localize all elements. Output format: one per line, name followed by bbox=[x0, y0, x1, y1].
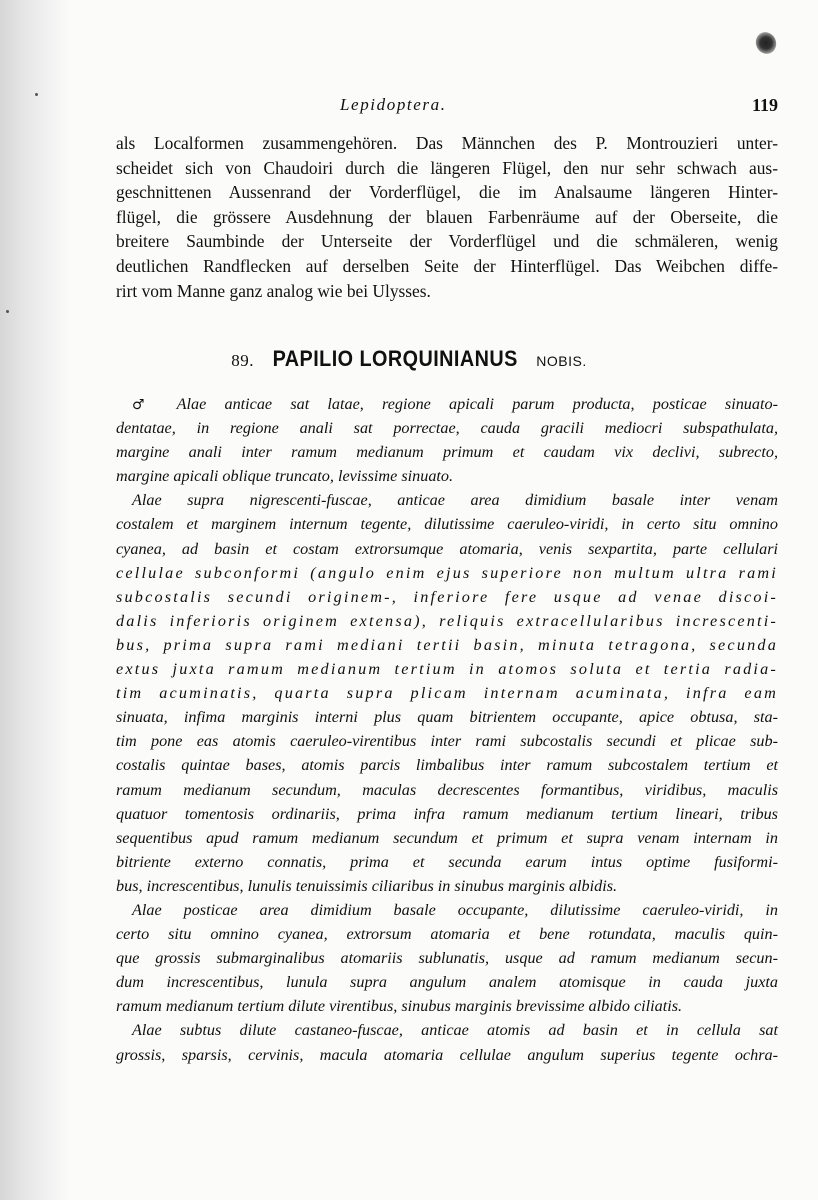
text-line: costalem et marginem internum tegente, dilutissime caeruleo-viridi, in certo situ omnino bbox=[116, 515, 778, 534]
text-line: certo situ omnino cyanea, extrorsum atomaria et bene rotundata, maculis quin- bbox=[116, 925, 778, 944]
text-line: als Localformen zusammengehören. Das Männchen des P. Montrouzieri unter- bbox=[116, 133, 778, 153]
text-line: tim acuminatis, quarta supra plicam internam acuminata, infra eam bbox=[116, 684, 778, 703]
text-line: rirt vom Manne ganz analog wie bei Ulysses. bbox=[116, 280, 431, 301]
text-line: costalis quintae bases, atomis parcis limbalibus inter ramum subcostalem tertium et bbox=[116, 756, 778, 775]
text-line: bus, prima supra rami mediani tertii basin, minuta tetragona, secunda bbox=[116, 635, 778, 654]
page-number: 119 bbox=[751, 95, 778, 115]
text-line: margine apicali oblique truncato, levissime sinuato. bbox=[116, 467, 454, 486]
species-number: 89. bbox=[231, 351, 254, 370]
species-author: NOBIS. bbox=[536, 353, 587, 369]
paper-speck bbox=[35, 93, 38, 96]
text-line: que grossis submarginalibus atomariis sublunatis, usque ad ramum medianum secun- bbox=[116, 949, 778, 968]
text-line: cellulae subconformi (angulo enim ejus superiore non multum ultra rami bbox=[116, 563, 778, 582]
text-line: margine anali inter ramum medianum primum et caudam vix declivi, subrecto, bbox=[116, 443, 778, 462]
species-name: PAPILIO LORQUINIANUS bbox=[272, 346, 518, 371]
paragraph-hindwing bbox=[116, 898, 778, 1018]
paragraph-upperside bbox=[116, 488, 778, 898]
ink-blot bbox=[752, 29, 779, 57]
text-line: flügel, die grössere Ausdehnung der blauen Farbenräume auf der Oberseite, die bbox=[116, 206, 778, 227]
paragraph-underside bbox=[116, 1018, 778, 1066]
text-line: grossis, sparsis, cervinis, macula atomaria cellulae angulum superius tegente ochra- bbox=[116, 1045, 778, 1064]
text-line: tim pone eas atomis caeruleo-virentibus inter rami subcostalis secundi et plicae sub- bbox=[116, 732, 778, 751]
running-title: Lepidoptera. bbox=[340, 95, 447, 114]
text-line: ramum medianum tertium dilute virentibus, sinubus marginis brevissime albido ciliatis. bbox=[116, 997, 683, 1016]
text-line: deutlichen Randflecken auf derselben Seite der Hinterflügel. Das Weibchen diffe- bbox=[116, 255, 778, 276]
text-line: ramum medianum secundum, maculas decrescentes formantibus, viridibus, maculis bbox=[116, 780, 778, 799]
species-heading bbox=[0, 346, 818, 372]
paragraph-form bbox=[116, 392, 778, 488]
text-line: dentatae, in regione anali sat porrectae, cauda gracili mediocri subspathulata, bbox=[116, 419, 778, 438]
latin-description bbox=[116, 392, 778, 1067]
text-line: sinuata, infima marginis interni plus quam bitrientem occupante, apice obtusa, sta- bbox=[116, 708, 778, 727]
text-line: Alae supra nigrescenti-fuscae, anticae area dimidium basale inter venam bbox=[132, 491, 778, 510]
text-line: Alae subtus dilute castaneo-fuscae, anticae atomis ad basin et in cellula sat bbox=[132, 1021, 778, 1040]
text-line: cyanea, ad basin et costam extrorsumque atomaria, venis sexpartita, parte cellulari bbox=[116, 539, 778, 558]
text-line: scheidet sich von Chaudoiri durch die längeren Flügel, den nur sehr schwach aus- bbox=[116, 157, 778, 178]
text-line: Alae posticae area dimidium basale occupante, dilutissime caeruleo-viridi, in bbox=[132, 900, 778, 919]
male-symbol-icon: ♂ bbox=[132, 397, 159, 413]
text-line: ♂ Alae anticae sat latae, regione apicali parum producta, posticae sinuato- bbox=[132, 395, 778, 413]
paper-speck bbox=[6, 310, 9, 313]
page-edge-shadow bbox=[0, 0, 70, 1200]
text-line: quatuor tomentosis ordinariis, prima infra ramum medianum tertium lineari, tribus bbox=[116, 804, 778, 823]
running-head bbox=[340, 95, 778, 121]
text-line: geschnittenen Aussenrand der Vorderflügel, die im Analsaume längeren Hinter- bbox=[116, 182, 778, 203]
text-line: subcostalis secundi originem-, inferiore fere usque ad venae discoi- bbox=[116, 587, 778, 606]
text-line: sequentibus apud ramum medianum secundum et primum et supra venam internam in bbox=[116, 828, 778, 847]
german-paragraph bbox=[116, 131, 778, 303]
text-line: breitere Saumbinde der Unterseite der Vorderflügel und die schmäleren, wenig bbox=[116, 231, 778, 252]
text-line: bitriente externo connatis, prima et secunda earum intus optime fusiformi- bbox=[116, 852, 778, 871]
text-line: dalis inferioris originem extensa), reliquis extracellularibus increscenti- bbox=[116, 611, 778, 630]
text-line: dum increscentibus, lunula supra angulum analem atomisque in cauda juxta bbox=[116, 973, 778, 992]
text-line: extus juxta ramum medianum tertium in atomos soluta et tertia radia- bbox=[116, 660, 778, 679]
text-line: bus, increscentibus, lunulis tenuissimis ciliaribus in sinubus marginis albidis. bbox=[116, 876, 618, 895]
